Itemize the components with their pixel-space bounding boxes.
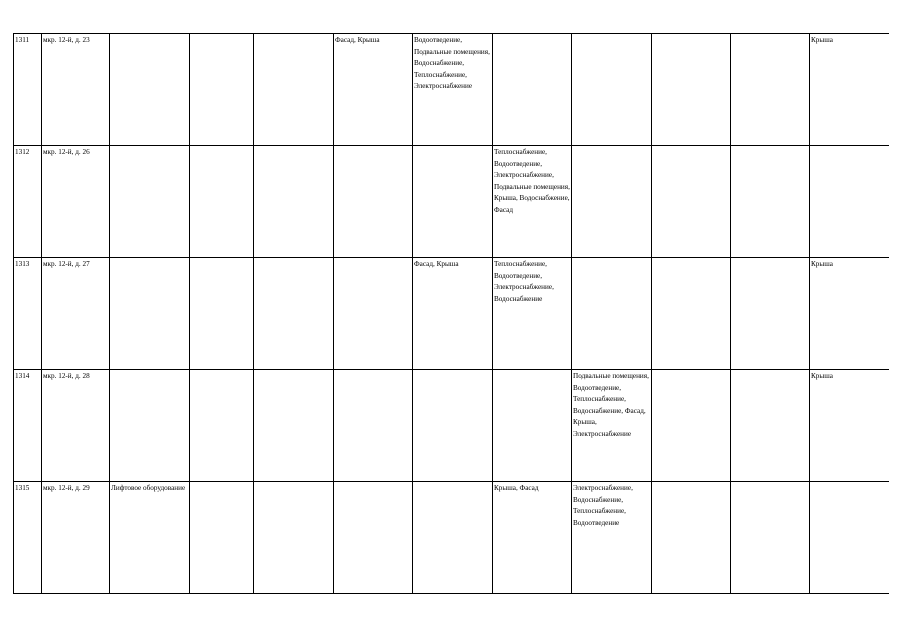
works-cell-col9: Подвальные помещения, Водоотведение, Теплоснабжение, Водоснабжение, Фасад, Крыша, Электроснабжение xyxy=(572,370,652,482)
works-cell-col9 xyxy=(572,34,652,146)
works-cell-col4 xyxy=(190,258,254,370)
works-cell-col5 xyxy=(254,258,334,370)
works-cell-col8 xyxy=(493,34,572,146)
row-number-cell: 1315 xyxy=(14,482,42,594)
works-cell-col8: Теплоснабжение, Водоотведение, Электроснабжение, Подвальные помещения, Крыша, Водоснабжение, Фасад xyxy=(493,146,572,258)
works-cell-col6: Фасад, Крыша xyxy=(334,34,413,146)
address-cell: мкр. 12-й, д. 26 xyxy=(42,146,110,258)
works-cell-col9 xyxy=(572,258,652,370)
works-cell-col11 xyxy=(731,482,810,594)
works-cell-col8: Крыша, Фасад xyxy=(493,482,572,594)
repair-schedule-table xyxy=(13,33,889,594)
works-cell-col4 xyxy=(190,482,254,594)
works-cell-col12 xyxy=(810,146,889,258)
works-cell-col3 xyxy=(110,146,190,258)
works-cell-col10 xyxy=(652,370,731,482)
works-cell-col9 xyxy=(572,146,652,258)
address-cell: мкр. 12-й, д. 27 xyxy=(42,258,110,370)
works-cell-col11 xyxy=(731,370,810,482)
works-cell-col11 xyxy=(731,34,810,146)
row-number-cell: 1313 xyxy=(14,258,42,370)
works-cell-col9: Электроснабжение, Водоснабжение, Теплоснабжение, Водоотведение xyxy=(572,482,652,594)
works-cell-col8 xyxy=(493,370,572,482)
works-cell-col5 xyxy=(254,482,334,594)
table-row xyxy=(14,482,889,594)
works-cell-col12: Крыша xyxy=(810,258,889,370)
works-cell-col10 xyxy=(652,258,731,370)
works-cell-col3 xyxy=(110,370,190,482)
works-cell-col4 xyxy=(190,34,254,146)
table-row xyxy=(14,34,889,146)
works-cell-col3 xyxy=(110,34,190,146)
works-cell-col7 xyxy=(413,146,493,258)
works-cell-col10 xyxy=(652,482,731,594)
works-cell-col10 xyxy=(652,34,731,146)
works-cell-col11 xyxy=(731,258,810,370)
works-cell-col5 xyxy=(254,370,334,482)
table-row xyxy=(14,258,889,370)
row-number-cell: 1311 xyxy=(14,34,42,146)
table-row xyxy=(14,146,889,258)
works-cell-col10 xyxy=(652,146,731,258)
works-cell-col7 xyxy=(413,482,493,594)
works-cell-col8: Теплоснабжение, Водоотведение, Электроснабжение, Водоснабжение xyxy=(493,258,572,370)
works-cell-col5 xyxy=(254,146,334,258)
row-number-cell: 1314 xyxy=(14,370,42,482)
works-cell-col6 xyxy=(334,258,413,370)
works-cell-col12 xyxy=(810,482,889,594)
works-cell-col3 xyxy=(110,258,190,370)
works-cell-col4 xyxy=(190,146,254,258)
works-cell-col11 xyxy=(731,146,810,258)
works-cell-col7: Фасад, Крыша xyxy=(413,258,493,370)
works-cell-col12: Крыша xyxy=(810,370,889,482)
address-cell: мкр. 12-й, д. 23 xyxy=(42,34,110,146)
works-cell-col7 xyxy=(413,370,493,482)
works-cell-col6 xyxy=(334,370,413,482)
table-row xyxy=(14,370,889,482)
works-cell-col6 xyxy=(334,146,413,258)
works-cell-col7: Водоотведение, Подвальные помещения, Водоснабжение, Теплоснабжение, Электроснабжение xyxy=(413,34,493,146)
works-cell-col6 xyxy=(334,482,413,594)
row-number-cell: 1312 xyxy=(14,146,42,258)
works-cell-col5 xyxy=(254,34,334,146)
works-cell-col12: Крыша xyxy=(810,34,889,146)
address-cell: мкр. 12-й, д. 28 xyxy=(42,370,110,482)
address-cell: мкр. 12-й, д. 29 xyxy=(42,482,110,594)
works-cell-col4 xyxy=(190,370,254,482)
works-cell-col3: Лифтовое оборудование xyxy=(110,482,190,594)
